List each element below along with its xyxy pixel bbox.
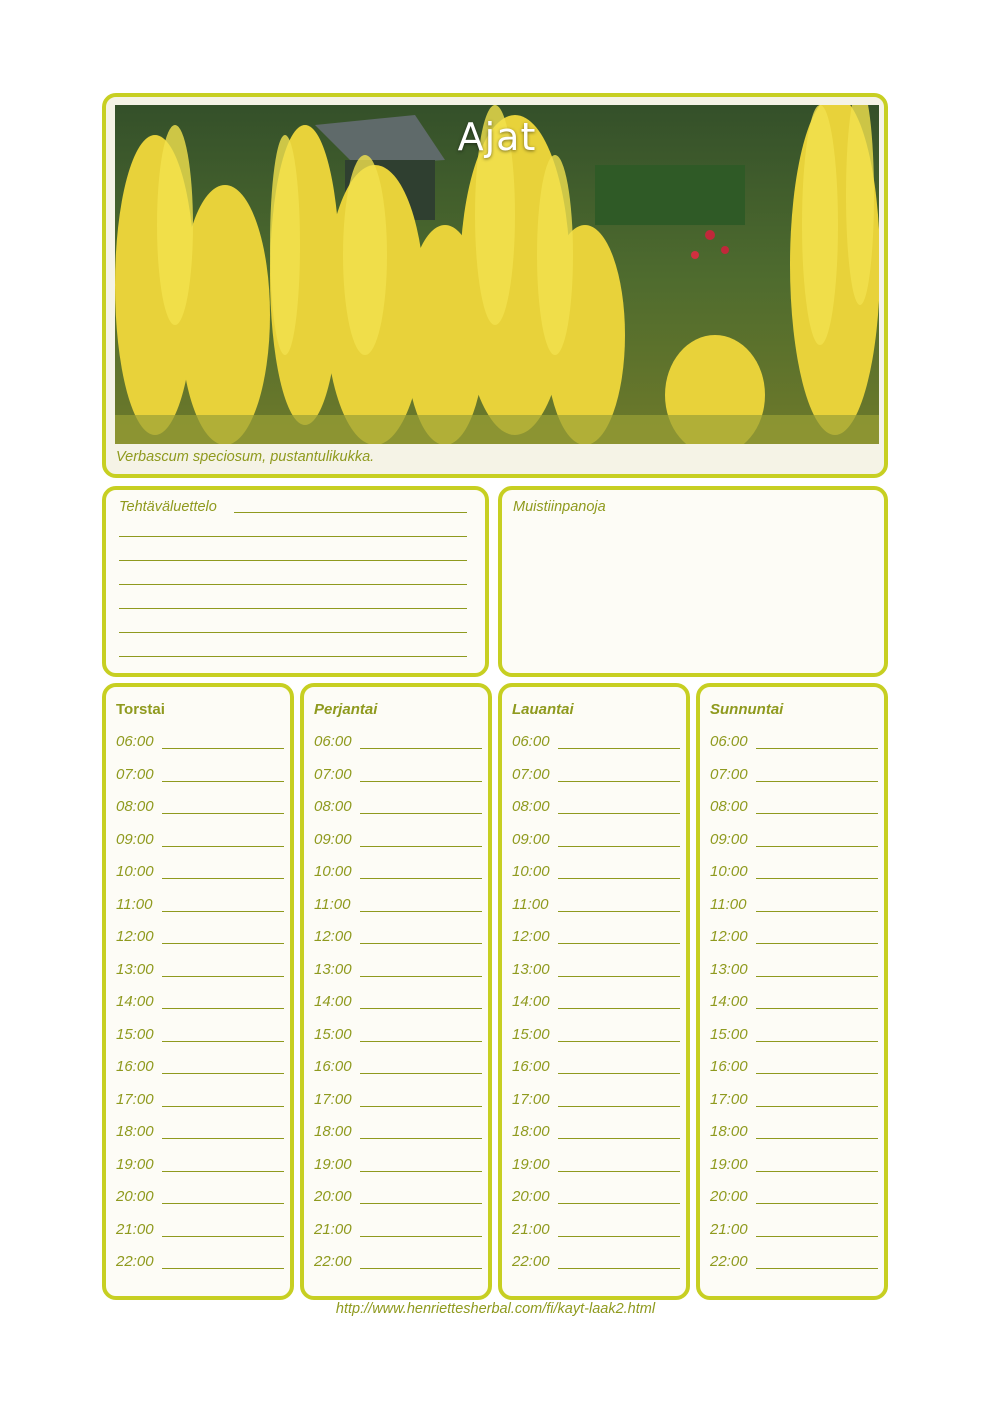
- day-name: Torstai: [116, 701, 165, 718]
- slot-write-line[interactable]: [162, 1041, 284, 1042]
- time-slot: [314, 961, 482, 981]
- time-slot: [314, 1026, 482, 1046]
- time-slot: [710, 733, 878, 753]
- time-slot: [710, 993, 878, 1013]
- time-slot: [512, 928, 680, 948]
- slot-write-line[interactable]: [162, 1268, 284, 1269]
- day-column-lauantai: [498, 683, 690, 1300]
- time-slot: [710, 1188, 878, 1208]
- slot-time-label: 06:00: [710, 733, 748, 750]
- slot-time-label: 19:00: [314, 1155, 352, 1173]
- task-list-panel: [102, 486, 489, 677]
- slot-time-label: 11:00: [512, 895, 549, 913]
- slot-write-line[interactable]: [360, 1138, 482, 1139]
- slot-write-line[interactable]: [756, 1008, 878, 1009]
- slot-write-line[interactable]: [756, 1203, 878, 1204]
- time-slot: [710, 1253, 878, 1273]
- slot-time-label: 22:00: [512, 1253, 550, 1270]
- slot-time-label: 15:00: [314, 1025, 352, 1043]
- slot-time-label: 16:00: [314, 1058, 352, 1075]
- slot-time-label: 13:00: [314, 960, 352, 978]
- slot-write-line[interactable]: [558, 813, 680, 814]
- slot-write-line[interactable]: [360, 1203, 482, 1204]
- slot-time-label: 07:00: [710, 765, 748, 783]
- task-list-label: Tehtäväluettelo: [119, 499, 217, 515]
- slot-time-label: 16:00: [512, 1058, 550, 1075]
- slot-time-label: 15:00: [710, 1025, 748, 1043]
- slot-write-line[interactable]: [360, 1171, 482, 1172]
- slot-time-label: 09:00: [710, 830, 748, 848]
- slot-time-label: 20:00: [512, 1188, 550, 1205]
- time-slot: [314, 831, 482, 851]
- slot-write-line[interactable]: [162, 911, 284, 912]
- slot-write-line[interactable]: [360, 1008, 482, 1009]
- slot-write-line[interactable]: [360, 781, 482, 782]
- time-slot: [116, 1156, 284, 1176]
- slot-write-line[interactable]: [162, 1203, 284, 1204]
- slot-write-line[interactable]: [162, 748, 284, 749]
- slot-time-label: 07:00: [512, 765, 550, 783]
- time-slot: [710, 863, 878, 883]
- slot-write-line[interactable]: [558, 911, 680, 912]
- time-slot: [512, 1058, 680, 1078]
- time-slot: [116, 1123, 284, 1143]
- time-slot: [512, 766, 680, 786]
- time-slot: [116, 1026, 284, 1046]
- slot-time-label: 21:00: [116, 1220, 154, 1238]
- time-slot: [314, 1058, 482, 1078]
- time-slot: [116, 1188, 284, 1208]
- slot-write-line[interactable]: [360, 878, 482, 879]
- time-slot: [512, 1091, 680, 1111]
- slot-write-line[interactable]: [756, 1041, 878, 1042]
- day-column-torstai: [102, 683, 294, 1300]
- slot-write-line[interactable]: [162, 1236, 284, 1237]
- time-slot: [710, 831, 878, 851]
- slot-time-label: 21:00: [314, 1220, 352, 1238]
- task-line[interactable]: [119, 584, 467, 585]
- time-slot: [116, 798, 284, 818]
- time-slot: [314, 766, 482, 786]
- slot-write-line[interactable]: [162, 1073, 284, 1074]
- time-slot: [512, 1156, 680, 1176]
- slot-write-line[interactable]: [558, 878, 680, 879]
- time-slot: [710, 1058, 878, 1078]
- slot-write-line[interactable]: [756, 1138, 878, 1139]
- slot-time-label: 14:00: [512, 993, 550, 1010]
- time-slot: [512, 993, 680, 1013]
- time-slot: [710, 798, 878, 818]
- time-slot: [314, 863, 482, 883]
- slot-write-line[interactable]: [162, 813, 284, 814]
- slot-write-line[interactable]: [360, 1073, 482, 1074]
- slot-write-line[interactable]: [162, 943, 284, 944]
- time-slot: [512, 733, 680, 753]
- slot-time-label: 19:00: [116, 1155, 154, 1173]
- slot-time-label: 14:00: [116, 993, 154, 1010]
- slot-time-label: 14:00: [710, 993, 748, 1010]
- task-line[interactable]: [119, 608, 467, 609]
- time-slot: [116, 1221, 284, 1241]
- time-slot: [512, 798, 680, 818]
- slot-time-label: 12:00: [116, 928, 154, 945]
- slot-time-label: 10:00: [710, 863, 748, 880]
- slot-time-label: 13:00: [512, 960, 550, 978]
- slot-write-line[interactable]: [360, 911, 482, 912]
- slot-write-line[interactable]: [162, 1171, 284, 1172]
- day-name: Perjantai: [314, 701, 378, 718]
- time-slot: [710, 928, 878, 948]
- slot-time-label: 09:00: [314, 830, 352, 848]
- slot-time-label: 18:00: [512, 1123, 550, 1140]
- time-slot: [314, 928, 482, 948]
- time-slot: [314, 1091, 482, 1111]
- slot-time-label: 11:00: [710, 895, 747, 913]
- slot-write-line[interactable]: [360, 813, 482, 814]
- slot-write-line[interactable]: [360, 1268, 482, 1269]
- slot-time-label: 10:00: [314, 863, 352, 880]
- slot-time-label: 20:00: [116, 1188, 154, 1205]
- time-slot: [116, 1058, 284, 1078]
- slot-write-line[interactable]: [162, 1106, 284, 1107]
- day-column-sunnuntai: [696, 683, 888, 1300]
- slot-write-line[interactable]: [558, 1106, 680, 1107]
- slot-time-label: 06:00: [512, 733, 550, 750]
- notes-panel[interactable]: [498, 486, 888, 677]
- slot-time-label: 12:00: [512, 928, 550, 945]
- day-column-perjantai: [300, 683, 492, 1300]
- time-slot: [710, 1221, 878, 1241]
- task-line[interactable]: [119, 560, 467, 561]
- slot-time-label: 20:00: [710, 1188, 748, 1205]
- slot-time-label: 13:00: [710, 960, 748, 978]
- photo-caption: Verbascum speciosum, pustantulikukka.: [116, 449, 375, 465]
- slot-time-label: 06:00: [314, 733, 352, 750]
- slot-write-line[interactable]: [360, 976, 482, 977]
- task-line[interactable]: [119, 656, 467, 657]
- footer-url: http://www.henriettesherbal.com/fi/kayt-laak2.html: [335, 1301, 656, 1317]
- page-title: Ajat: [457, 115, 537, 159]
- slot-write-line[interactable]: [558, 1138, 680, 1139]
- slot-write-line[interactable]: [558, 781, 680, 782]
- slot-time-label: 19:00: [710, 1155, 748, 1173]
- slot-write-line[interactable]: [756, 846, 878, 847]
- time-slot: [314, 1253, 482, 1273]
- slot-time-label: 06:00: [116, 733, 154, 750]
- slot-time-label: 07:00: [314, 765, 352, 783]
- time-slot: [314, 733, 482, 753]
- time-slot: [314, 993, 482, 1013]
- slot-time-label: 10:00: [512, 863, 550, 880]
- slot-write-line[interactable]: [360, 748, 482, 749]
- slot-time-label: 14:00: [314, 993, 352, 1010]
- slot-write-line[interactable]: [558, 1268, 680, 1269]
- slot-write-line[interactable]: [162, 878, 284, 879]
- slot-time-label: 22:00: [710, 1253, 748, 1270]
- time-slot: [116, 831, 284, 851]
- time-slot: [314, 1156, 482, 1176]
- slot-write-line[interactable]: [558, 1236, 680, 1237]
- slot-time-label: 15:00: [116, 1025, 154, 1043]
- task-line[interactable]: [234, 512, 467, 513]
- slot-write-line[interactable]: [360, 1041, 482, 1042]
- slot-time-label: 11:00: [116, 895, 153, 913]
- slot-write-line[interactable]: [558, 1203, 680, 1204]
- slot-time-label: 17:00: [116, 1090, 154, 1108]
- slot-time-label: 08:00: [710, 798, 748, 815]
- slot-time-label: 15:00: [512, 1025, 550, 1043]
- day-name: Sunnuntai: [710, 701, 784, 718]
- time-slot: [512, 1123, 680, 1143]
- slot-time-label: 11:00: [314, 895, 351, 913]
- time-slot: [116, 766, 284, 786]
- slot-write-line[interactable]: [756, 1236, 878, 1237]
- time-slot: [512, 831, 680, 851]
- slot-write-line[interactable]: [558, 1041, 680, 1042]
- slot-time-label: 19:00: [512, 1155, 550, 1173]
- slot-write-line[interactable]: [558, 1073, 680, 1074]
- slot-time-label: 12:00: [314, 928, 352, 945]
- slot-write-line[interactable]: [360, 943, 482, 944]
- slot-time-label: 22:00: [314, 1253, 352, 1270]
- slot-write-line[interactable]: [756, 748, 878, 749]
- time-slot: [710, 896, 878, 916]
- time-slot: [116, 993, 284, 1013]
- slot-time-label: 09:00: [512, 830, 550, 848]
- slot-time-label: 10:00: [116, 863, 154, 880]
- time-slot: [512, 961, 680, 981]
- slot-time-label: 07:00: [116, 765, 154, 783]
- time-slot: [314, 896, 482, 916]
- time-slot: [116, 733, 284, 753]
- time-slot: [710, 1026, 878, 1046]
- time-slot: [116, 863, 284, 883]
- time-slot: [314, 1188, 482, 1208]
- header-panel: [102, 93, 888, 478]
- time-slot: [314, 798, 482, 818]
- slot-write-line[interactable]: [558, 976, 680, 977]
- slot-time-label: 08:00: [512, 798, 550, 815]
- slot-time-label: 20:00: [314, 1188, 352, 1205]
- time-slot: [512, 1026, 680, 1046]
- time-slot: [710, 766, 878, 786]
- task-line[interactable]: [119, 632, 467, 633]
- time-slot: [512, 896, 680, 916]
- task-line[interactable]: [119, 536, 467, 537]
- time-slot: [512, 1188, 680, 1208]
- slot-time-label: 13:00: [116, 960, 154, 978]
- slot-write-line[interactable]: [558, 846, 680, 847]
- slot-write-line[interactable]: [162, 1138, 284, 1139]
- slot-write-line[interactable]: [360, 1236, 482, 1237]
- slot-time-label: 16:00: [710, 1058, 748, 1075]
- slot-time-label: 21:00: [512, 1220, 550, 1238]
- time-slot: [314, 1123, 482, 1143]
- slot-write-line[interactable]: [756, 781, 878, 782]
- slot-write-line[interactable]: [558, 748, 680, 749]
- slot-write-line[interactable]: [360, 846, 482, 847]
- slot-write-line[interactable]: [756, 911, 878, 912]
- slot-write-line[interactable]: [756, 943, 878, 944]
- slot-write-line[interactable]: [162, 1008, 284, 1009]
- time-slot: [710, 1091, 878, 1111]
- slot-write-line[interactable]: [558, 1008, 680, 1009]
- time-slot: [116, 896, 284, 916]
- slot-write-line[interactable]: [360, 1106, 482, 1107]
- day-name: Lauantai: [512, 701, 574, 718]
- time-slot: [512, 863, 680, 883]
- slot-time-label: 12:00: [710, 928, 748, 945]
- slot-write-line[interactable]: [756, 1171, 878, 1172]
- slot-write-line[interactable]: [162, 781, 284, 782]
- slot-write-line[interactable]: [756, 976, 878, 977]
- mullein-flower-photo: [115, 105, 879, 444]
- slot-time-label: 17:00: [710, 1090, 748, 1108]
- slot-time-label: 21:00: [710, 1220, 748, 1238]
- time-slot: [116, 1091, 284, 1111]
- time-slot: [710, 1156, 878, 1176]
- slot-time-label: 08:00: [116, 798, 154, 815]
- slot-write-line[interactable]: [162, 846, 284, 847]
- time-slot: [116, 928, 284, 948]
- slot-write-line[interactable]: [756, 878, 878, 879]
- time-slot: [512, 1253, 680, 1273]
- slot-time-label: 17:00: [314, 1090, 352, 1108]
- slot-write-line[interactable]: [756, 1073, 878, 1074]
- slot-write-line[interactable]: [756, 1268, 878, 1269]
- time-slot: [116, 961, 284, 981]
- time-slot: [512, 1221, 680, 1241]
- slot-write-line[interactable]: [756, 813, 878, 814]
- slot-time-label: 09:00: [116, 830, 154, 848]
- slot-time-label: 08:00: [314, 798, 352, 815]
- time-slot: [710, 1123, 878, 1143]
- slot-time-label: 17:00: [512, 1090, 550, 1108]
- slot-write-line[interactable]: [558, 943, 680, 944]
- time-slot: [116, 1253, 284, 1273]
- time-slot: [710, 961, 878, 981]
- slot-time-label: 16:00: [116, 1058, 154, 1075]
- slot-time-label: 18:00: [314, 1123, 352, 1140]
- slot-write-line[interactable]: [756, 1106, 878, 1107]
- notes-label: Muistiinpanoja: [513, 499, 606, 515]
- slot-time-label: 18:00: [710, 1123, 748, 1140]
- slot-time-label: 22:00: [116, 1253, 154, 1270]
- slot-write-line[interactable]: [162, 976, 284, 977]
- slot-write-line[interactable]: [558, 1171, 680, 1172]
- time-slot: [314, 1221, 482, 1241]
- slot-time-label: 18:00: [116, 1123, 154, 1140]
